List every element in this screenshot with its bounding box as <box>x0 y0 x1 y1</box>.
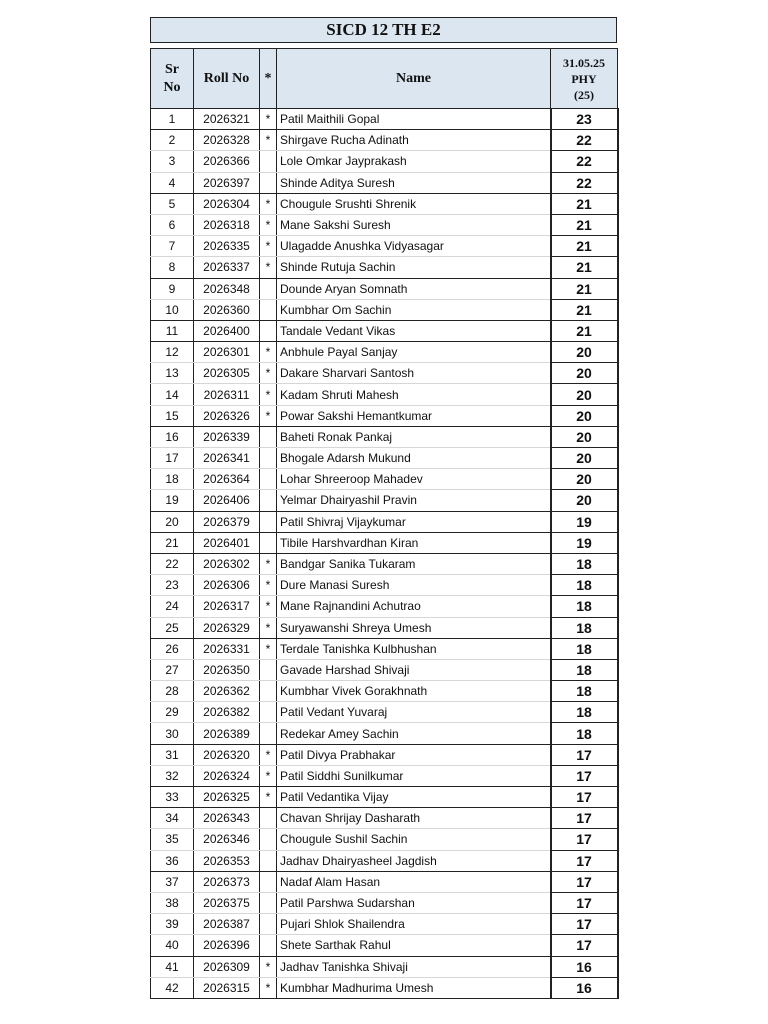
table-row <box>151 448 618 469</box>
cell-roll-no: 2026302 <box>194 553 260 574</box>
cell-name: Kumbhar Madhurima Umesh <box>277 977 551 998</box>
cell-roll-no: 2026353 <box>194 850 260 871</box>
cell-name: Patil Vedant Yuvaraj <box>277 702 551 723</box>
cell-marks: 17 <box>551 914 618 935</box>
table-row <box>151 193 618 214</box>
header-marks <box>551 49 618 109</box>
table-row <box>151 363 618 384</box>
table-row <box>151 575 618 596</box>
cell-marks: 17 <box>551 935 618 956</box>
cell-star: * <box>260 575 277 596</box>
cell-sr-no: 18 <box>151 469 194 490</box>
table-row <box>151 384 618 405</box>
cell-star <box>260 511 277 532</box>
cell-marks: 17 <box>551 744 618 765</box>
cell-sr-no: 42 <box>151 977 194 998</box>
cell-star: * <box>260 342 277 363</box>
cell-roll-no: 2026366 <box>194 151 260 172</box>
cell-roll-no: 2026362 <box>194 681 260 702</box>
cell-roll-no: 2026339 <box>194 426 260 447</box>
cell-marks: 22 <box>551 130 618 151</box>
cell-sr-no: 24 <box>151 596 194 617</box>
result-sheet <box>150 17 617 999</box>
cell-sr-no: 9 <box>151 278 194 299</box>
cell-sr-no: 35 <box>151 829 194 850</box>
cell-marks: 18 <box>551 596 618 617</box>
cell-marks: 18 <box>551 617 618 638</box>
cell-name: Powar Sakshi Hemantkumar <box>277 405 551 426</box>
table-row <box>151 426 618 447</box>
table-row <box>151 553 618 574</box>
cell-roll-no: 2026373 <box>194 871 260 892</box>
cell-star <box>260 829 277 850</box>
cell-name: Shirgave Rucha Adinath <box>277 130 551 151</box>
cell-star <box>260 278 277 299</box>
table-row <box>151 405 618 426</box>
table-row <box>151 214 618 235</box>
cell-star <box>260 681 277 702</box>
header-name: Name <box>277 49 551 109</box>
cell-name: Jadhav Dhairyasheel Jagdish <box>277 850 551 871</box>
cell-marks: 21 <box>551 299 618 320</box>
header-marks-subject: PHY <box>571 71 597 86</box>
cell-roll-no: 2026401 <box>194 532 260 553</box>
cell-marks: 21 <box>551 278 618 299</box>
cell-star: * <box>260 109 277 130</box>
table-row <box>151 808 618 829</box>
table-row <box>151 109 618 130</box>
cell-sr-no: 19 <box>151 490 194 511</box>
cell-star: * <box>260 384 277 405</box>
cell-marks: 20 <box>551 363 618 384</box>
cell-name: Dounde Aryan Somnath <box>277 278 551 299</box>
cell-sr-no: 6 <box>151 214 194 235</box>
table-row <box>151 469 618 490</box>
cell-star <box>260 490 277 511</box>
table-row <box>151 596 618 617</box>
cell-star: * <box>260 193 277 214</box>
cell-star <box>260 935 277 956</box>
cell-name: Lohar Shreeroop Mahadev <box>277 469 551 490</box>
cell-name: Chougule Sushil Sachin <box>277 829 551 850</box>
cell-marks: 18 <box>551 681 618 702</box>
cell-name: Chougule Srushti Shrenik <box>277 193 551 214</box>
cell-star: * <box>260 130 277 151</box>
cell-sr-no: 4 <box>151 172 194 193</box>
cell-marks: 17 <box>551 765 618 786</box>
cell-name: Patil Divya Prabhakar <box>277 744 551 765</box>
cell-star: * <box>260 744 277 765</box>
cell-sr-no: 17 <box>151 448 194 469</box>
cell-marks: 21 <box>551 214 618 235</box>
cell-roll-no: 2026382 <box>194 702 260 723</box>
cell-name: Patil Vedantika Vijay <box>277 787 551 808</box>
cell-name: Mane Sakshi Suresh <box>277 214 551 235</box>
cell-roll-no: 2026311 <box>194 384 260 405</box>
cell-star <box>260 659 277 680</box>
cell-marks: 17 <box>551 850 618 871</box>
cell-marks: 23 <box>551 109 618 130</box>
cell-roll-no: 2026360 <box>194 299 260 320</box>
cell-name: Kumbhar Vivek Gorakhnath <box>277 681 551 702</box>
cell-sr-no: 11 <box>151 320 194 341</box>
cell-name: Redekar Amey Sachin <box>277 723 551 744</box>
cell-marks: 22 <box>551 172 618 193</box>
cell-marks: 22 <box>551 151 618 172</box>
cell-name: Bhogale Adarsh Mukund <box>277 448 551 469</box>
cell-star <box>260 426 277 447</box>
cell-star <box>260 808 277 829</box>
cell-roll-no: 2026379 <box>194 511 260 532</box>
cell-star <box>260 172 277 193</box>
cell-star: * <box>260 405 277 426</box>
cell-marks: 18 <box>551 702 618 723</box>
cell-sr-no: 30 <box>151 723 194 744</box>
cell-marks: 17 <box>551 871 618 892</box>
cell-star: * <box>260 787 277 808</box>
cell-roll-no: 2026326 <box>194 405 260 426</box>
cell-marks: 19 <box>551 532 618 553</box>
cell-sr-no: 10 <box>151 299 194 320</box>
cell-sr-no: 5 <box>151 193 194 214</box>
cell-name: Baheti Ronak Pankaj <box>277 426 551 447</box>
cell-roll-no: 2026350 <box>194 659 260 680</box>
cell-name: Shinde Rutuja Sachin <box>277 257 551 278</box>
cell-roll-no: 2026400 <box>194 320 260 341</box>
cell-star <box>260 892 277 913</box>
table-row <box>151 871 618 892</box>
cell-roll-no: 2026348 <box>194 278 260 299</box>
cell-marks: 16 <box>551 977 618 998</box>
cell-star <box>260 914 277 935</box>
cell-star: * <box>260 553 277 574</box>
table-row <box>151 935 618 956</box>
cell-roll-no: 2026315 <box>194 977 260 998</box>
table-row <box>151 532 618 553</box>
sheet-title: SICD 12 TH E2 <box>150 17 617 43</box>
cell-marks: 20 <box>551 342 618 363</box>
cell-sr-no: 28 <box>151 681 194 702</box>
cell-roll-no: 2026364 <box>194 469 260 490</box>
cell-name: Suryawanshi Shreya Umesh <box>277 617 551 638</box>
cell-star: * <box>260 596 277 617</box>
cell-roll-no: 2026406 <box>194 490 260 511</box>
table-row <box>151 257 618 278</box>
cell-marks: 20 <box>551 490 618 511</box>
cell-name: Jadhav Tanishka Shivaji <box>277 956 551 977</box>
cell-marks: 18 <box>551 575 618 596</box>
table-row <box>151 130 618 151</box>
header-sr-no <box>151 49 194 109</box>
cell-star: * <box>260 956 277 977</box>
cell-marks: 20 <box>551 469 618 490</box>
marks-table <box>150 48 619 999</box>
cell-roll-no: 2026397 <box>194 172 260 193</box>
cell-sr-no: 26 <box>151 638 194 659</box>
cell-name: Dakare Sharvari Santosh <box>277 363 551 384</box>
cell-sr-no: 14 <box>151 384 194 405</box>
table-body <box>151 109 618 999</box>
cell-star <box>260 448 277 469</box>
cell-marks: 20 <box>551 426 618 447</box>
cell-sr-no: 38 <box>151 892 194 913</box>
cell-roll-no: 2026387 <box>194 914 260 935</box>
cell-sr-no: 7 <box>151 236 194 257</box>
cell-name: Patil Siddhi Sunilkumar <box>277 765 551 786</box>
cell-star <box>260 850 277 871</box>
cell-name: Tandale Vedant Vikas <box>277 320 551 341</box>
cell-roll-no: 2026329 <box>194 617 260 638</box>
table-row <box>151 850 618 871</box>
cell-name: Shinde Aditya Suresh <box>277 172 551 193</box>
cell-sr-no: 29 <box>151 702 194 723</box>
cell-sr-no: 12 <box>151 342 194 363</box>
cell-roll-no: 2026389 <box>194 723 260 744</box>
table-row <box>151 342 618 363</box>
cell-sr-no: 36 <box>151 850 194 871</box>
cell-marks: 18 <box>551 659 618 680</box>
cell-marks: 17 <box>551 787 618 808</box>
cell-roll-no: 2026318 <box>194 214 260 235</box>
table-row <box>151 278 618 299</box>
cell-marks: 20 <box>551 405 618 426</box>
cell-sr-no: 20 <box>151 511 194 532</box>
cell-marks: 21 <box>551 320 618 341</box>
cell-roll-no: 2026325 <box>194 787 260 808</box>
cell-sr-no: 31 <box>151 744 194 765</box>
cell-roll-no: 2026337 <box>194 257 260 278</box>
cell-marks: 20 <box>551 448 618 469</box>
cell-name: Ulagadde Anushka Vidyasagar <box>277 236 551 257</box>
cell-star: * <box>260 638 277 659</box>
cell-marks: 21 <box>551 236 618 257</box>
cell-sr-no: 2 <box>151 130 194 151</box>
cell-roll-no: 2026324 <box>194 765 260 786</box>
cell-name: Patil Shivraj Vijaykumar <box>277 511 551 532</box>
cell-star <box>260 871 277 892</box>
cell-sr-no: 34 <box>151 808 194 829</box>
cell-sr-no: 8 <box>151 257 194 278</box>
cell-marks: 16 <box>551 956 618 977</box>
table-row <box>151 744 618 765</box>
table-row <box>151 172 618 193</box>
header-roll-no: Roll No <box>194 49 260 109</box>
cell-roll-no: 2026309 <box>194 956 260 977</box>
table-row <box>151 617 618 638</box>
cell-name: Pujari Shlok Shailendra <box>277 914 551 935</box>
cell-roll-no: 2026317 <box>194 596 260 617</box>
cell-star: * <box>260 617 277 638</box>
cell-name: Bandgar Sanika Tukaram <box>277 553 551 574</box>
cell-sr-no: 27 <box>151 659 194 680</box>
cell-roll-no: 2026321 <box>194 109 260 130</box>
cell-sr-no: 22 <box>151 553 194 574</box>
cell-name: Anbhule Payal Sanjay <box>277 342 551 363</box>
cell-name: Terdale Tanishka Kulbhushan <box>277 638 551 659</box>
cell-roll-no: 2026375 <box>194 892 260 913</box>
cell-star <box>260 532 277 553</box>
cell-sr-no: 32 <box>151 765 194 786</box>
cell-name: Kumbhar Om Sachin <box>277 299 551 320</box>
cell-roll-no: 2026335 <box>194 236 260 257</box>
cell-star: * <box>260 977 277 998</box>
cell-marks: 18 <box>551 553 618 574</box>
cell-roll-no: 2026396 <box>194 935 260 956</box>
cell-star <box>260 299 277 320</box>
cell-name: Patil Parshwa Sudarshan <box>277 892 551 913</box>
cell-marks: 20 <box>551 384 618 405</box>
cell-roll-no: 2026320 <box>194 744 260 765</box>
table-row <box>151 490 618 511</box>
table-row <box>151 681 618 702</box>
cell-name: Patil Maithili Gopal <box>277 109 551 130</box>
cell-sr-no: 41 <box>151 956 194 977</box>
table-row <box>151 151 618 172</box>
cell-name: Mane Rajnandini Achutrao <box>277 596 551 617</box>
cell-name: Nadaf Alam Hasan <box>277 871 551 892</box>
cell-star: * <box>260 363 277 384</box>
cell-sr-no: 3 <box>151 151 194 172</box>
cell-sr-no: 33 <box>151 787 194 808</box>
cell-marks: 19 <box>551 511 618 532</box>
header-sr-line2: No <box>163 79 181 95</box>
cell-star <box>260 320 277 341</box>
cell-star <box>260 151 277 172</box>
cell-name: Chavan Shrijay Dasharath <box>277 808 551 829</box>
cell-roll-no: 2026343 <box>194 808 260 829</box>
cell-sr-no: 37 <box>151 871 194 892</box>
cell-marks: 17 <box>551 892 618 913</box>
header-marks-max: (25) <box>574 87 594 102</box>
cell-star <box>260 469 277 490</box>
cell-name: Kadam Shruti Mahesh <box>277 384 551 405</box>
cell-roll-no: 2026328 <box>194 130 260 151</box>
cell-roll-no: 2026341 <box>194 448 260 469</box>
table-row <box>151 977 618 998</box>
cell-name: Gavade Harshad Shivaji <box>277 659 551 680</box>
header-marks-date: 31.05.25 <box>563 55 605 70</box>
cell-roll-no: 2026305 <box>194 363 260 384</box>
cell-star: * <box>260 765 277 786</box>
table-row <box>151 956 618 977</box>
table-row <box>151 765 618 786</box>
cell-star <box>260 723 277 744</box>
header-sr-line1: Sr <box>165 61 179 77</box>
cell-marks: 21 <box>551 193 618 214</box>
table-row <box>151 236 618 257</box>
table-row <box>151 299 618 320</box>
table-row <box>151 892 618 913</box>
cell-sr-no: 15 <box>151 405 194 426</box>
cell-roll-no: 2026304 <box>194 193 260 214</box>
cell-marks: 18 <box>551 723 618 744</box>
cell-marks: 17 <box>551 808 618 829</box>
cell-star: * <box>260 257 277 278</box>
cell-name: Dure Manasi Suresh <box>277 575 551 596</box>
cell-roll-no: 2026346 <box>194 829 260 850</box>
cell-sr-no: 25 <box>151 617 194 638</box>
cell-sr-no: 23 <box>151 575 194 596</box>
table-row <box>151 659 618 680</box>
cell-marks: 17 <box>551 829 618 850</box>
cell-roll-no: 2026331 <box>194 638 260 659</box>
table-row <box>151 320 618 341</box>
cell-sr-no: 21 <box>151 532 194 553</box>
cell-star: * <box>260 236 277 257</box>
cell-marks: 18 <box>551 638 618 659</box>
table-row <box>151 723 618 744</box>
cell-sr-no: 40 <box>151 935 194 956</box>
cell-star <box>260 702 277 723</box>
cell-marks: 21 <box>551 257 618 278</box>
table-header-row <box>151 49 618 109</box>
cell-sr-no: 1 <box>151 109 194 130</box>
table-row <box>151 829 618 850</box>
cell-name: Tibile Harshvardhan Kiran <box>277 532 551 553</box>
table-row <box>151 511 618 532</box>
cell-star: * <box>260 214 277 235</box>
cell-name: Yelmar Dhairyashil Pravin <box>277 490 551 511</box>
table-row <box>151 787 618 808</box>
cell-roll-no: 2026301 <box>194 342 260 363</box>
cell-name: Lole Omkar Jayprakash <box>277 151 551 172</box>
table-row <box>151 638 618 659</box>
cell-sr-no: 13 <box>151 363 194 384</box>
cell-name: Shete Sarthak Rahul <box>277 935 551 956</box>
table-row <box>151 702 618 723</box>
cell-roll-no: 2026306 <box>194 575 260 596</box>
table-row <box>151 914 618 935</box>
cell-sr-no: 39 <box>151 914 194 935</box>
cell-sr-no: 16 <box>151 426 194 447</box>
header-star: * <box>260 49 277 109</box>
